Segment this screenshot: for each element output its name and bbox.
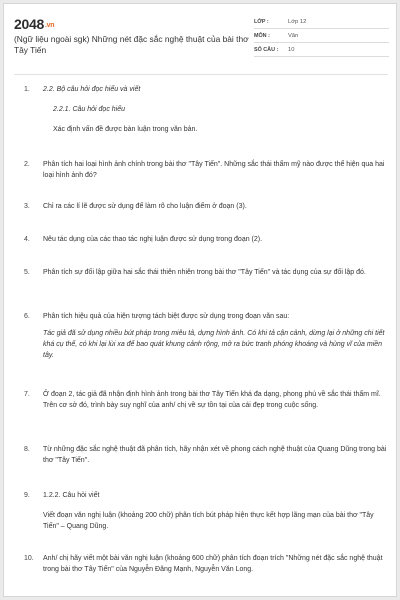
question-number: 7. [24,391,30,398]
question-number: 3. [24,203,30,210]
question-text: Nêu tác dụng của các thao tác nghị luận được sử dụng trong đoạn (2). [43,236,263,243]
question-number: 2. [24,161,30,168]
info-value: 10 [288,46,295,53]
info-label: LỚP : [254,18,269,25]
question-number: 6. [24,313,30,320]
question-number: 4. [24,236,30,243]
section-heading: 1.2.2. Câu hỏi viết [43,492,100,499]
quote-block: Tác giả đã sử dụng nhiều bút pháp trong miêu tả, dựng hình ảnh. Có khi tả cận cảnh, dừng lại ở những chi tiết khá cụ thể, có khi lại lùi xa để bao quát khung cảnh rộng, mở ra bức tranh phóng khoáng và hùng vĩ của miền tây. [43,330,385,359]
question-text: Phân tích hai loại hình ảnh chính trong bài thơ "Tây Tiến". Những sắc thái thẩm mỹ nào được thể hiện qua hai loại hình ảnh đó? [43,161,385,179]
question-text: Xác định vấn đề được bàn luận trong văn bản. [53,126,198,133]
logo-text: 2048 [14,16,44,32]
question-text: Chỉ ra các lí lẽ được sử dụng để làm rõ cho luận điểm ở đoạn (3). [43,203,247,210]
worksheet-page [3,3,397,597]
question-number: 9. [24,492,30,499]
info-value: Lớp 12 [288,18,307,25]
question-text: Anh/ chị hãy viết một bài văn nghị luận (khoảng 600 chữ) phân tích đoạn trích "Những nét đặc sắc nghệ thuật trong bài thơ Tây Tiến" của Nguyễn Đăng Mạnh, Nguyễn Văn Long. [43,555,383,573]
question-list [4,4,396,594]
info-label: MÔN : [254,32,270,39]
document-title: (Ngữ liệu ngoài sgk) Những nét đặc sắc nghệ thuật của bài thơ Tây Tiến [14,34,249,55]
question-number: 10. [24,555,34,562]
question-text: Phân tích hiệu quả của hiện tượng tách biệt được sử dụng trong đoạn văn sau: [43,313,290,320]
subsection-heading: 2.2.1. Câu hỏi đọc hiểu [53,106,125,113]
info-label: SỐ CÂU : [254,46,279,53]
question-number: 5. [24,269,30,276]
question-text: Ở đoạn 2, tác giả đã nhận định hình ảnh trong bài thơ Tây Tiến khá đa dạng, phong phú về sắc thái thẩm mĩ. Trên cơ sở đó, trình bày suy nghĩ của anh/ chị về sự tồn tại của cái đẹp trong cuộc sống. [43,391,381,409]
question-number: 1. [24,86,30,93]
question-text: Từ những đặc sắc nghệ thuật đã phân tích, hãy nhận xét về phong cách nghệ thuật của Quang Dũng trong bài thơ "Tây Tiến". [43,446,387,464]
question-text: Viết đoạn văn nghị luận (khoảng 200 chữ) phân tích bút pháp hiện thực kết hợp lãng mạn của bài thơ "Tây Tiến" – Quang Dũng. [43,512,374,530]
logo-suffix: .vn [44,22,55,29]
question-text: Phân tích sự đối lập giữa hai sắc thái thiên nhiên trong bài thơ "Tây Tiến" và tác dụng của sự đối lập đó. [43,269,366,276]
info-value: Văn [288,32,299,39]
question-number: 8. [24,446,30,453]
section-heading: 2.2. Bộ câu hỏi đọc hiểu và viết [43,86,141,93]
